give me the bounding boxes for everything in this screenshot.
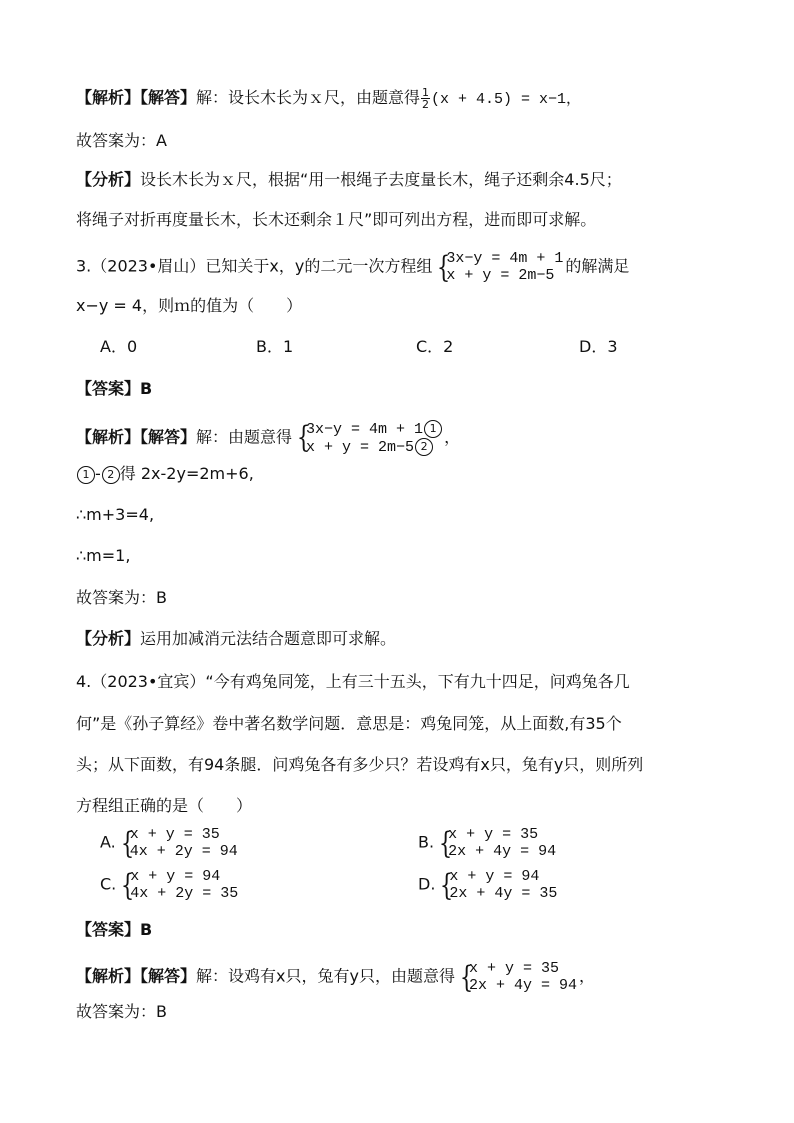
system-row-2-text: x + y = 2m−5 bbox=[306, 438, 415, 456]
q3-analysis-line bbox=[76, 420, 460, 456]
analysis-text: 解：由题意得 bbox=[196, 427, 293, 447]
option-label: D. bbox=[418, 874, 436, 894]
analysis-text: 解：设鸡有x只，兔有y只，由题意得 bbox=[196, 966, 455, 986]
brace-icon: { bbox=[459, 960, 474, 995]
q3-stem-line1 bbox=[76, 250, 629, 284]
equation-system bbox=[118, 826, 238, 860]
q3-step1 bbox=[76, 462, 254, 486]
system-row-2: 2x + 4y = 94 bbox=[448, 843, 557, 860]
q4-answer: 【答案】B bbox=[76, 920, 153, 939]
step1-text: 得 2x-2y=2m+6, bbox=[119, 464, 254, 483]
q3-option-d: D．3 bbox=[579, 337, 618, 356]
system-row-1: 3x−y = 4m + 1 bbox=[446, 250, 564, 267]
system-row-2: x + y = 2m−5 bbox=[446, 267, 555, 284]
step1-minus: - bbox=[95, 464, 101, 483]
system-row-1: x + y = 35 bbox=[129, 826, 220, 843]
analysis-tag: 【解析】【解答】 bbox=[76, 88, 197, 107]
q4-stem-line1: 4.（2023•宜宾）“今有鸡兔同笼，上有三十五头，下有九十四足，问鸡兔各几 bbox=[76, 672, 630, 691]
system-row-2: 4x + 2y = 94 bbox=[129, 843, 238, 860]
circled-number-2: 2 bbox=[415, 438, 433, 456]
circled-number-2: 2 bbox=[102, 466, 120, 484]
q4-option-a bbox=[100, 826, 240, 860]
system-row-1 bbox=[306, 420, 442, 438]
equation-system bbox=[436, 826, 556, 860]
q3-option-c: C．2 bbox=[416, 337, 454, 356]
analysis-tag: 【解析】【解答】 bbox=[76, 966, 197, 986]
equation-rest: (x + 4.5) = x−1， bbox=[431, 91, 582, 108]
brace-icon: { bbox=[437, 250, 451, 285]
q4-analysis-line bbox=[76, 960, 595, 994]
analysis-text: 解：设长木长为ｘ尺，由题意得 bbox=[196, 88, 421, 107]
q3-step2: ∴m+3=4, bbox=[76, 505, 155, 524]
system-row-1-text: 3x−y = 4m + 1 bbox=[306, 420, 424, 438]
equation-system bbox=[434, 250, 563, 284]
brace-icon: { bbox=[440, 868, 454, 903]
fenxi-tag: 【分析】 bbox=[76, 629, 141, 648]
q3-stem-suffix: 的解满足 bbox=[565, 256, 630, 276]
system-row-2: 2x + 4y = 94 bbox=[468, 977, 577, 994]
q3-answer-line: 故答案为：B bbox=[76, 588, 167, 607]
fenxi-text: 设长木长为ｘ尺，根据“用一根绳子去度量长木，绳子还剩余4.5尺； bbox=[140, 170, 622, 189]
system-row-1: x + y = 35 bbox=[448, 826, 539, 843]
equation-system bbox=[294, 420, 442, 456]
q4-stem-line4: 方程组正确的是（ ） bbox=[76, 796, 253, 815]
q3-option-b: B．1 bbox=[256, 337, 294, 356]
q3-fenxi-line bbox=[76, 627, 396, 651]
fraction-numerator: 1 bbox=[422, 86, 430, 99]
system-row-1: x + y = 94 bbox=[449, 868, 540, 885]
system-row-2 bbox=[306, 438, 442, 456]
fenxi-text: 运用加减消元法结合题意即可求解。 bbox=[140, 629, 397, 648]
brace-icon: { bbox=[296, 420, 311, 455]
q3-step3: ∴m=1, bbox=[76, 546, 131, 565]
fraction bbox=[421, 87, 430, 110]
system-row-2: 2x + 4y = 35 bbox=[449, 885, 558, 902]
q4-option-c bbox=[100, 868, 240, 902]
option-label: B. bbox=[418, 832, 435, 852]
q2-answer-line: 故答案为：A bbox=[76, 131, 167, 150]
analysis-suffix: ， bbox=[444, 427, 461, 447]
equation-system bbox=[437, 868, 557, 902]
equation-system bbox=[457, 960, 577, 994]
q4-stem-line2: 何”是《孙子算经》卷中著名数学问题．意思是：鸡兔同笼，从上面数,有35个 bbox=[76, 714, 622, 733]
q4-option-b bbox=[418, 826, 558, 860]
q4-answer-line: 故答案为：B bbox=[76, 1002, 167, 1021]
q2-analysis-line bbox=[76, 86, 581, 112]
q2-fenxi-line2: 将绳子对折再度量长木，长木还剩余１尺”即可列出方程，进而即可求解。 bbox=[76, 210, 597, 229]
q3-stem-prefix: 3.（2023•眉山）已知关于x，y的二元一次方程组 bbox=[76, 256, 433, 276]
option-label: C. bbox=[100, 874, 117, 894]
circled-number-1: 1 bbox=[77, 466, 95, 484]
circled-number-1: 1 bbox=[424, 420, 442, 438]
q2-fenxi-line1 bbox=[76, 168, 622, 192]
brace-icon: { bbox=[120, 826, 134, 861]
equation-system bbox=[118, 868, 238, 902]
brace-icon: { bbox=[438, 826, 453, 861]
analysis-tag: 【解析】【解答】 bbox=[76, 427, 197, 447]
analysis-suffix: ， bbox=[579, 966, 596, 986]
brace-icon: { bbox=[121, 868, 135, 903]
q4-option-d bbox=[418, 868, 559, 902]
option-label: A. bbox=[100, 832, 116, 852]
q3-stem-line2: x−y = 4，则ｍ的值为（ ） bbox=[76, 296, 303, 315]
q4-stem-line3: 头；从下面数，有94条腿．问鸡兔各有多少只？若设鸡有x只，兔有y只，则所列 bbox=[76, 755, 644, 774]
fenxi-tag: 【分析】 bbox=[76, 170, 141, 189]
system-row-2: 4x + 2y = 35 bbox=[130, 885, 239, 902]
q3-answer: 【答案】B bbox=[76, 379, 153, 398]
fraction-denominator: 2 bbox=[422, 98, 430, 111]
q3-option-a: A．0 bbox=[100, 337, 138, 356]
system-row-1: x + y = 94 bbox=[130, 868, 221, 885]
system-row-1: x + y = 35 bbox=[468, 960, 559, 977]
